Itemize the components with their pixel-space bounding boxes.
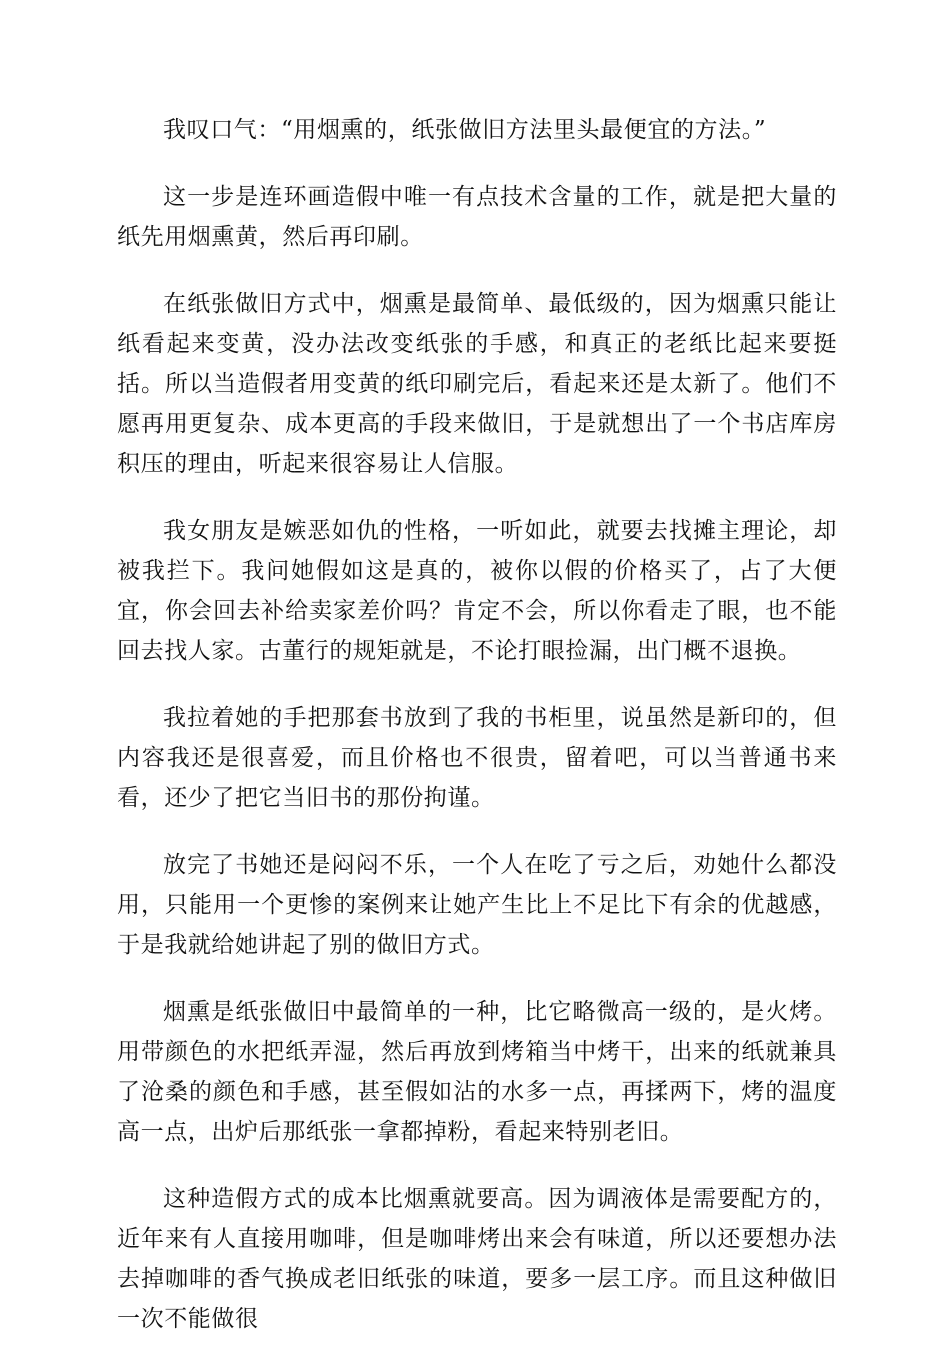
paragraph-7: 烟熏是纸张做旧中最简单的一种，比它略微高一级的，是火烤。用带颜色的水把纸弄湿，然后再放到烤箱当中烤干，出来的纸就兼具了沧桑的颜色和手感，甚至假如沾的水多一点，再揉两下，烤的温度高一点，出炉后那纸张一拿都掉粉，看起来特别老旧。 (117, 999, 837, 1145)
paragraph-5: 我拉着她的手把那套书放到了我的书柜里，说虽然是新印的，但内容我还是很喜爱，而且价格也不很贵，留着吧，可以当普通书来看，还少了把它当旧书的那份拘谨。 (117, 705, 837, 811)
document-body (117, 110, 837, 1366)
paragraph-2: 这一步是连环画造假中唯一有点技术含量的工作，就是把大量的纸先用烟熏黄，然后再印刷。 (117, 184, 837, 250)
paragraph-8: 这种造假方式的成本比烟熏就要高。因为调液体是需要配方的，近年来有人直接用咖啡，但是咖啡烤出来会有味道，所以还要想办法去掉咖啡的香气换成老旧纸张的味道，要多一层工序。而且这种做旧一次不能做很 (117, 1186, 837, 1332)
paragraph-4: 我女朋友是嫉恶如仇的性格，一听如此，就要去找摊主理论，却被我拦下。我问她假如这是真的，被你以假的价格买了，占了大便宜，你会回去补给卖家差价吗？肯定不会，所以你看走了眼，也不能回去找人家。古董行的规矩就是，不论打眼捡漏，出门概不退换。 (117, 518, 837, 664)
paragraph-3: 在纸张做旧方式中，烟熏是最简单、最低级的，因为烟熏只能让纸看起来变黄，没办法改变纸张的手感，和真正的老纸比起来要挺括。所以当造假者用变黄的纸印刷完后，看起来还是太新了。他们不愿再用更复杂、成本更高的手段来做旧，于是就想出了一个书店库房积压的理由，听起来很容易让人信服。 (117, 291, 837, 477)
paragraph-1: 我叹口气：“用烟熏的，纸张做旧方法里头最便宜的方法。” (163, 117, 767, 143)
paragraph-6: 放完了书她还是闷闷不乐，一个人在吃了亏之后，劝她什么都没用，只能用一个更惨的案例来让她产生比上不足比下有余的优越感，于是我就给她讲起了别的做旧方式。 (117, 852, 837, 958)
